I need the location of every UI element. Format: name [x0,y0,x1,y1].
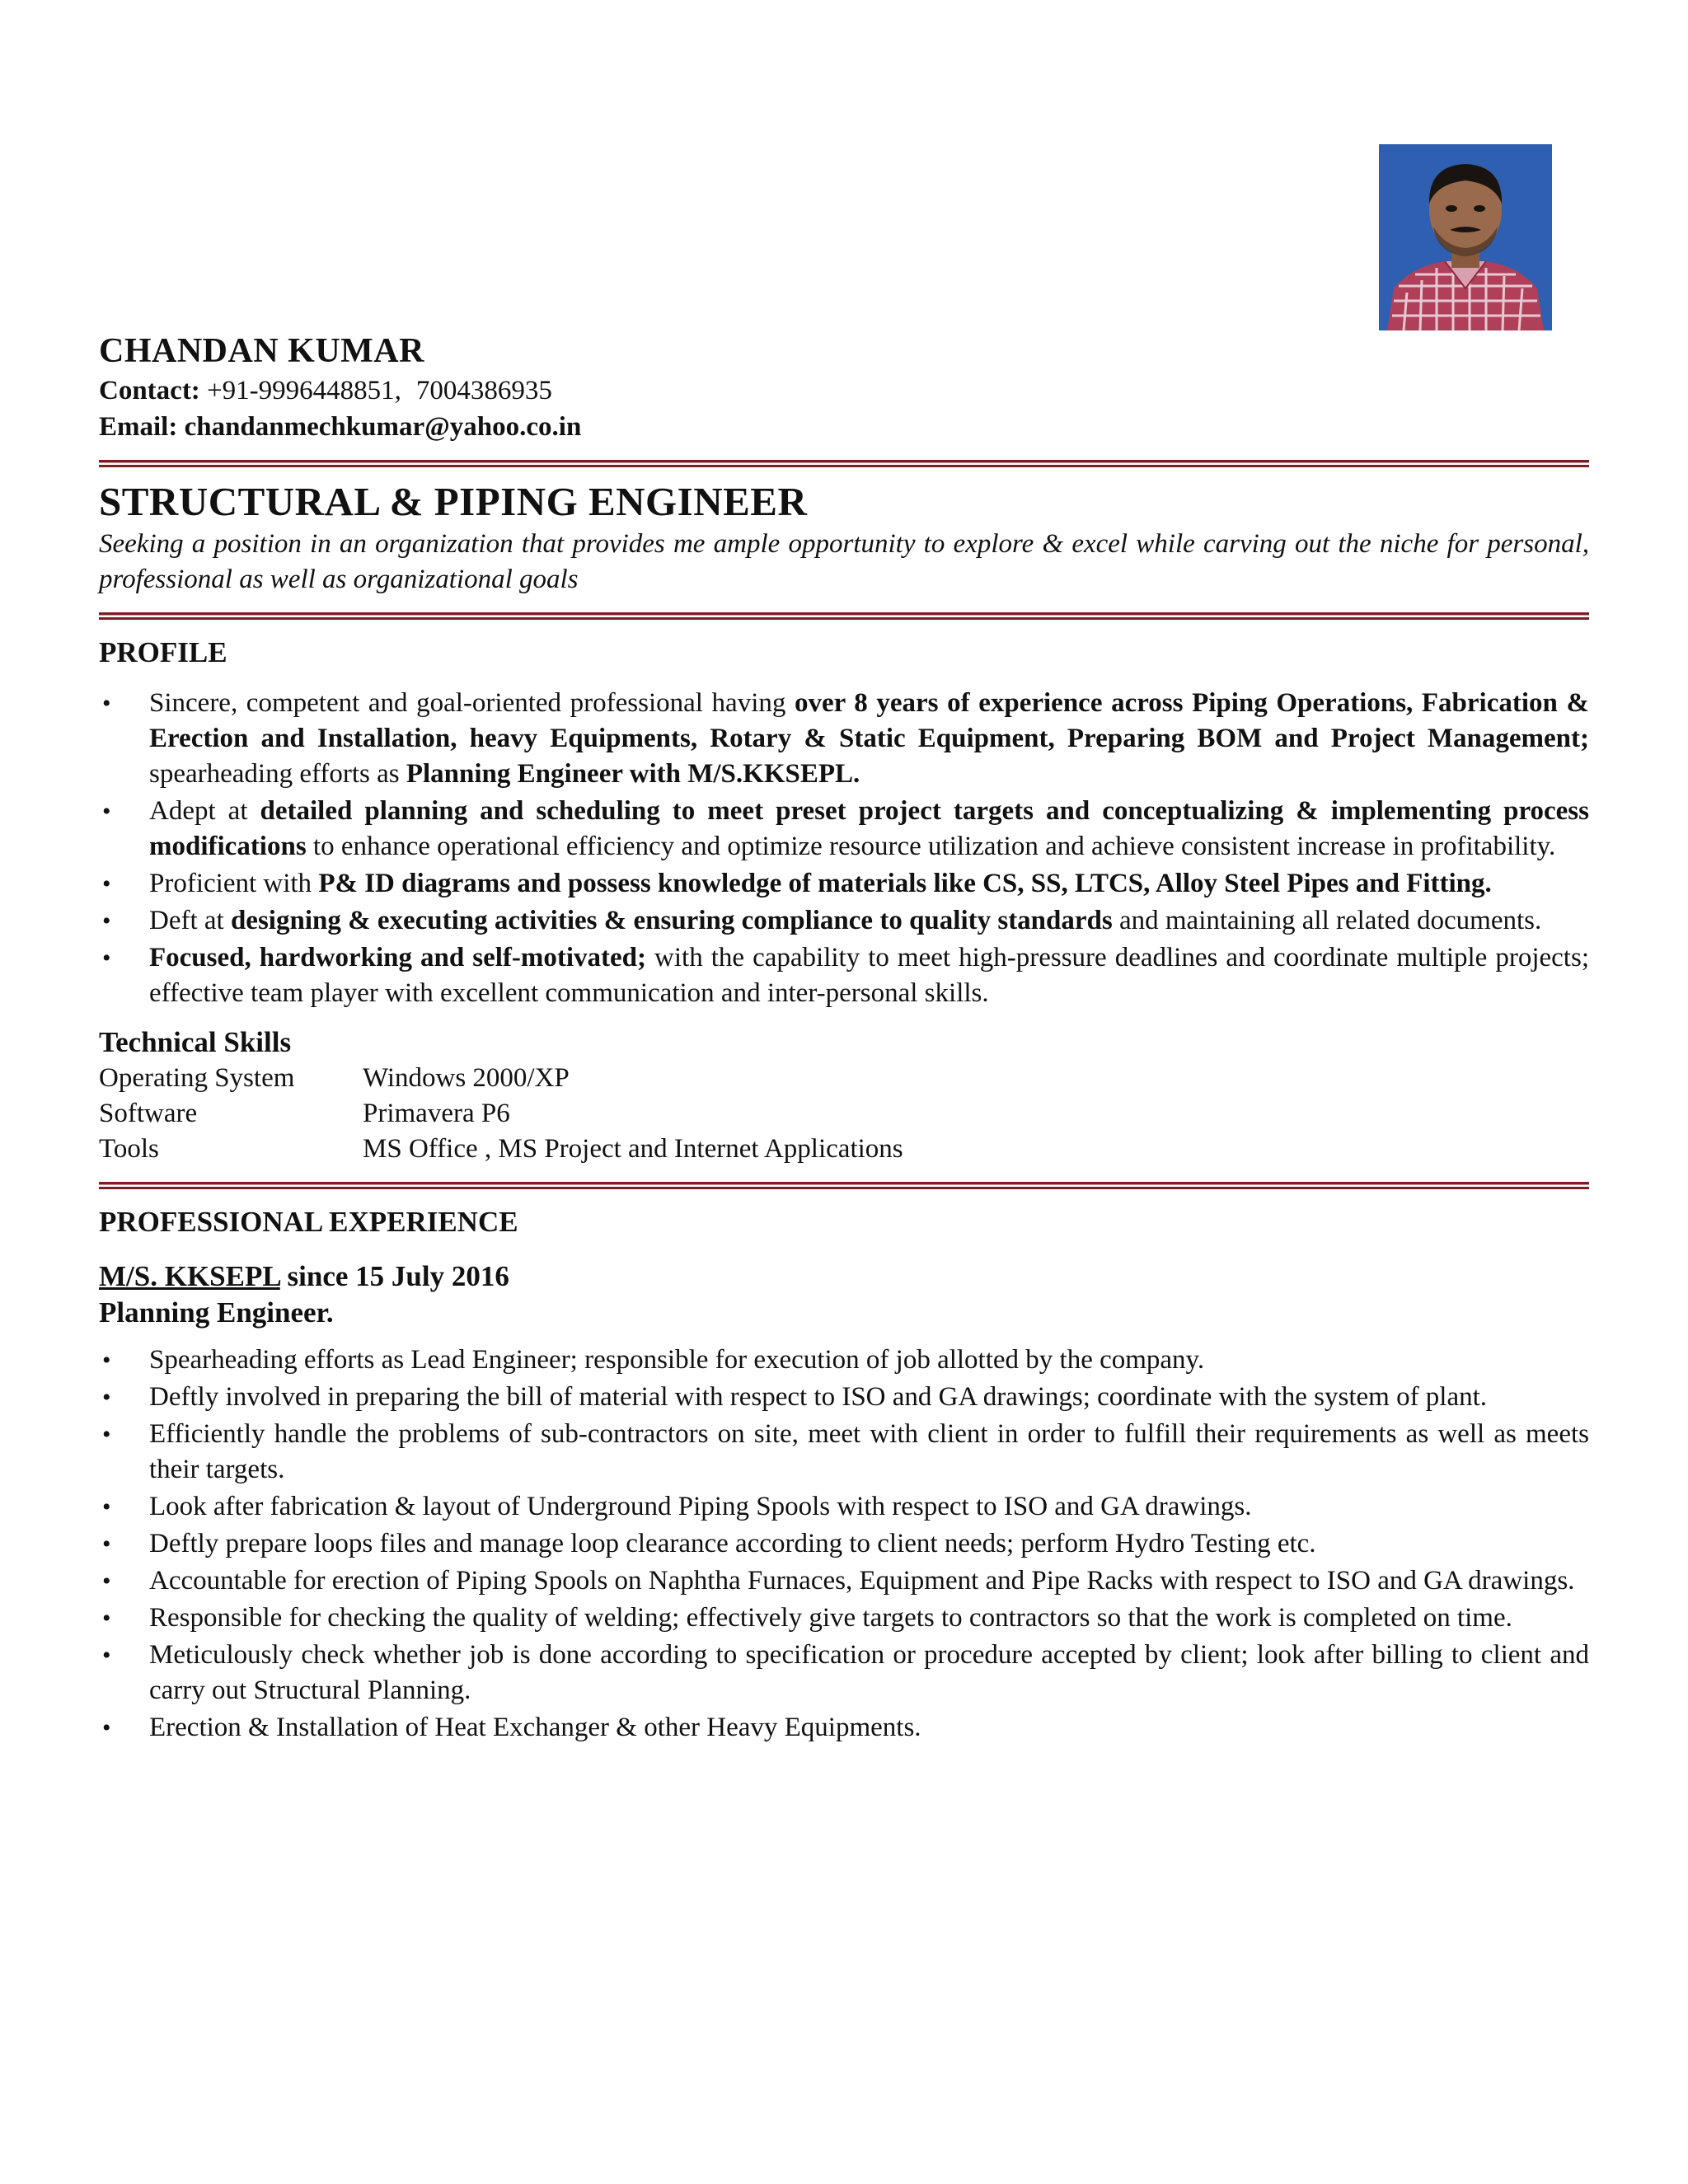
skill-key: Tools [99,1134,159,1164]
skill-value: MS Office , MS Project and Internet Applications [363,1134,903,1164]
experience-item [99,1526,1589,1562]
experience-item [99,1563,1589,1599]
profile-item [99,866,1589,902]
profile-item-text: Sincere, competent and goal-oriented professional having [149,688,795,718]
experience-item-text: Deftly prepare loops files and manage loop clearance according to client needs; perform Hydro Testing etc. [149,1529,1316,1558]
skills-row [99,1132,903,1167]
profile-item [99,903,1589,939]
bullet-icon: • [102,1714,111,1741]
email-label: Email: [99,412,178,442]
bullet-icon: • [102,944,111,972]
profile-item [99,794,1589,865]
experience-item [99,1489,1589,1525]
bullet-icon: • [102,1384,111,1411]
profile-item [99,940,1589,1011]
phone-secondary: 7004386935 [415,376,552,405]
career-objective: Seeking a position in an organization that provides me ample opportunity to explore & excel while carving out the niche for personal, professional as well as organizational goals [99,529,1589,594]
contact-label: Contact: [99,376,200,405]
experience-item [99,1343,1589,1378]
experience-section-title: PROFESSIONAL EXPERIENCE [99,1206,518,1238]
profile-item-text: Adept at [149,796,260,826]
phone-primary: +91-9996448851, [207,376,401,405]
profile-item-bold: designing & executing activities & ensuring compliance to quality standards [230,906,1113,935]
profile-photo [1379,144,1552,330]
employment-since: since 15 July 2016 [279,1260,509,1292]
skills-row [99,1061,903,1096]
profile-section-title: PROFILE [99,636,227,668]
experience-item [99,1638,1589,1708]
candidate-name: CHANDAN KUMAR [99,332,424,370]
experience-item-text: Accountable for erection of Piping Spools on Naphtha Furnaces, Equipment and Pipe Racks with respect to ISO and GA drawings. [149,1566,1575,1596]
profile-item-bold: P& ID diagrams and possess knowledge of materials like CS, SS, LTCS, Alloy Steel Pipes and Fitting. [318,869,1492,898]
bullet-icon: • [102,1530,111,1558]
bullet-icon: • [102,1605,111,1632]
skill-value: Windows 2000/XP [363,1063,570,1093]
email-line [99,409,1589,445]
company-name: M/S. KKSEPL [99,1260,280,1292]
experience-item-text: Responsible for checking the quality of welding; effectively give targets to contractors so that the work is completed on time. [149,1603,1512,1633]
experience-item-text: Spearheading efforts as Lead Engineer; responsible for execution of job allotted by the company. [149,1345,1205,1375]
contact-line [99,373,1589,409]
company-line [99,1258,1589,1295]
profile-item-bold: Planning Engineer with M/S.KKSEPL. [406,759,860,789]
bullet-icon: • [102,870,111,898]
person-portrait-icon [1379,144,1552,330]
section-divider [99,1182,1589,1189]
bullet-icon: • [102,907,111,935]
experience-item [99,1601,1589,1636]
experience-item [99,1417,1589,1488]
profile-item-text: Deft at [149,906,231,935]
experience-item [99,1380,1589,1415]
experience-item-text: Meticulously check whether job is done according to specification or procedure accepted by client; look after billing to client and carry out Structural Planning. [149,1640,1589,1705]
job-role: Planning Engineer. [99,1296,334,1329]
experience-item-text: Look after fabrication & layout of Underground Piping Spools with respect to ISO and GA drawings. [149,1492,1252,1521]
experience-item [99,1710,1589,1746]
bullet-icon: • [102,1568,111,1595]
profile-list [99,686,1589,1011]
skill-key: Operating System [99,1063,295,1093]
profile-item-bold: detailed planning and scheduling to meet preset project targets and conceptualizing & implementing process modifications [149,796,1589,861]
experience-item-text: Erection & Installation of Heat Exchanger & other Heavy Equipments. [149,1713,921,1742]
bullet-icon: • [102,690,111,717]
experience-list [99,1343,1589,1746]
bullet-icon: • [102,1642,111,1669]
profile-item [99,686,1589,792]
resume-content [99,330,1589,1747]
bullet-icon: • [102,1421,111,1448]
profile-item-text: to enhance operational efficiency and optimize resource utilization and achieve consistent increase in profitability. [306,832,1556,861]
profile-item-text: spearheading efforts as [149,759,406,789]
profile-item-bold: Focused, hardworking and self-motivated; [149,943,647,972]
technical-skills-table [99,1061,903,1167]
bullet-icon: • [102,798,111,825]
section-divider [99,612,1589,620]
section-divider [99,460,1589,467]
email-address: chandanmechkumar@yahoo.co.in [184,412,582,442]
skills-row [99,1096,903,1132]
profile-item-bold: over 8 years of experience across Piping Operations, Fabrication & Erection and Installation, heavy Equipments, Rotary & Static Equipment, Preparing BOM and Project Management; [149,688,1589,753]
bullet-icon: • [102,1493,111,1521]
bullet-icon: • [102,1347,111,1374]
experience-item-text: Deftly involved in preparing the bill of material with respect to ISO and GA drawings; coordinate with the system of plant. [149,1382,1488,1412]
skill-key: Software [99,1099,198,1128]
profile-item-text: with the capability to meet high-pressure deadlines and coordinate multiple projects; effective team player with excellent communication and inter-personal skills. [149,943,1589,1008]
profile-item-text: and maintaining all related documents. [1112,906,1542,935]
experience-item-text: Efficiently handle the problems of sub-contractors on site, meet with client in order to fulfill their requirements as well as meets their targets. [149,1419,1589,1484]
job-title-headline: STRUCTURAL & PIPING ENGINEER [99,479,808,524]
profile-item-text: Proficient with [149,869,319,898]
skill-value: Primavera P6 [363,1099,510,1128]
technical-skills-title: Technical Skills [99,1026,292,1058]
